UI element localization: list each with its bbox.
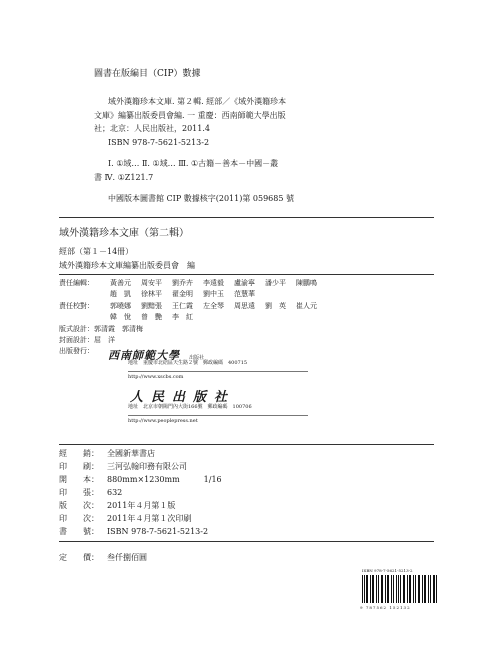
editors-row-2: 趙 凱 徐林平 翟金明 劉中玉 范慧華 — [110, 290, 255, 298]
cip-subjects-2: 書 Ⅳ. ①Z121.7 — [94, 173, 154, 182]
cip-subjects-1: Ⅰ. ①域… Ⅱ. ①域… Ⅲ. ①古籍－善本－中國－叢 — [108, 159, 279, 168]
publisher-1-suffix: 出版社 — [189, 355, 205, 361]
layout-design: 版式設計：郭清霞 郭清梅 — [59, 325, 143, 333]
publisher-1-url: http://www.xscbs.com — [128, 374, 184, 380]
proof-row-2: 韓 悅 曾 艷 李 紅 — [110, 313, 193, 321]
spec-printer: 印 刷： 三河弘翰印務有限公司 — [59, 462, 187, 471]
cip-line-3: 社；北京：人民出版社，2011.4 — [94, 124, 210, 133]
publisher-1-rule — [128, 371, 308, 372]
work-editor: 域外漢籍珍本文庫編纂出版委員會 編 — [59, 261, 195, 270]
publisher-1-address: 地址 重慶市北碚區天生路２號 郵政編碼 400715 — [128, 360, 248, 366]
divider-title — [59, 274, 434, 275]
price: 定 價： 叁仟捌佰圓 — [59, 553, 147, 562]
publisher-2 — [130, 386, 235, 405]
cip-line-2: 文庫》編纂出版委員會編. 一 重慶：西南師範大學出版 — [94, 111, 286, 120]
divider-price — [59, 541, 434, 542]
spec-isbn: 書 號： ISBN 978-7-5621-5213-2 — [59, 527, 209, 536]
publisher-label: 出版發行： — [59, 347, 94, 355]
proof-label: 責任校對： — [59, 302, 94, 310]
divider-top — [59, 217, 434, 218]
cip-isbn: ISBN 978-7-5621-5213-2 — [108, 138, 210, 147]
cip-line-1: 域外漢籍珍本文庫. 第２輯. 經部／《域外漢籍珍本 — [108, 97, 287, 106]
cip-heading: 圖書在版編目（CIP）數據 — [94, 69, 201, 79]
proof-row-1: 郭曉娜 劉黯張 王仁霞 左全琴 周思遠 劉 英 崔人元 — [110, 302, 317, 310]
publisher-2-logo: 人民出版社 — [130, 390, 236, 405]
spec-distributor: 經 銷： 全國新華書店 — [59, 449, 155, 458]
publisher-2-rule — [128, 415, 308, 416]
publisher-2-url: http://www.peoplepress.net — [128, 418, 198, 424]
divider-specs — [59, 444, 434, 445]
work-part: 經部（第１－14冊） — [59, 247, 134, 256]
spec-format: 開 本： 880mm×1230mm 1/16 — [59, 475, 222, 484]
barcode-isbn-text: ISBN 978-7-5621-5213-2 — [362, 568, 413, 573]
publisher-2-address: 地址 北京市朝陽門內大街166號 郵政編碼 100706 — [128, 404, 252, 410]
barcode — [362, 575, 438, 603]
publisher-1-logo: 西南師範大學 — [108, 349, 180, 362]
barcode-digits: 9 787562 152132 — [360, 605, 411, 610]
spec-sheets: 印 張： 632 — [59, 488, 123, 497]
work-title: 域外漢籍珍本文庫（第二輯） — [59, 228, 189, 239]
cip-number: 中國版本圖書館 CIP 數據核字(2011)第 059685 號 — [108, 194, 294, 203]
cover-design: 封面設計：屈 洋 — [59, 336, 115, 344]
editors-row-1: 黃善元 周安平 劉乔卉 李遠毅 盧渝寧 潘少平 陳鵬鳴 — [110, 279, 317, 287]
spec-edition: 版 次： 2011年４月第１版 — [59, 501, 176, 510]
spec-printing: 印 次： 2011年４月第１次印刷 — [59, 514, 192, 523]
editors-label: 責任編輯： — [59, 279, 94, 287]
